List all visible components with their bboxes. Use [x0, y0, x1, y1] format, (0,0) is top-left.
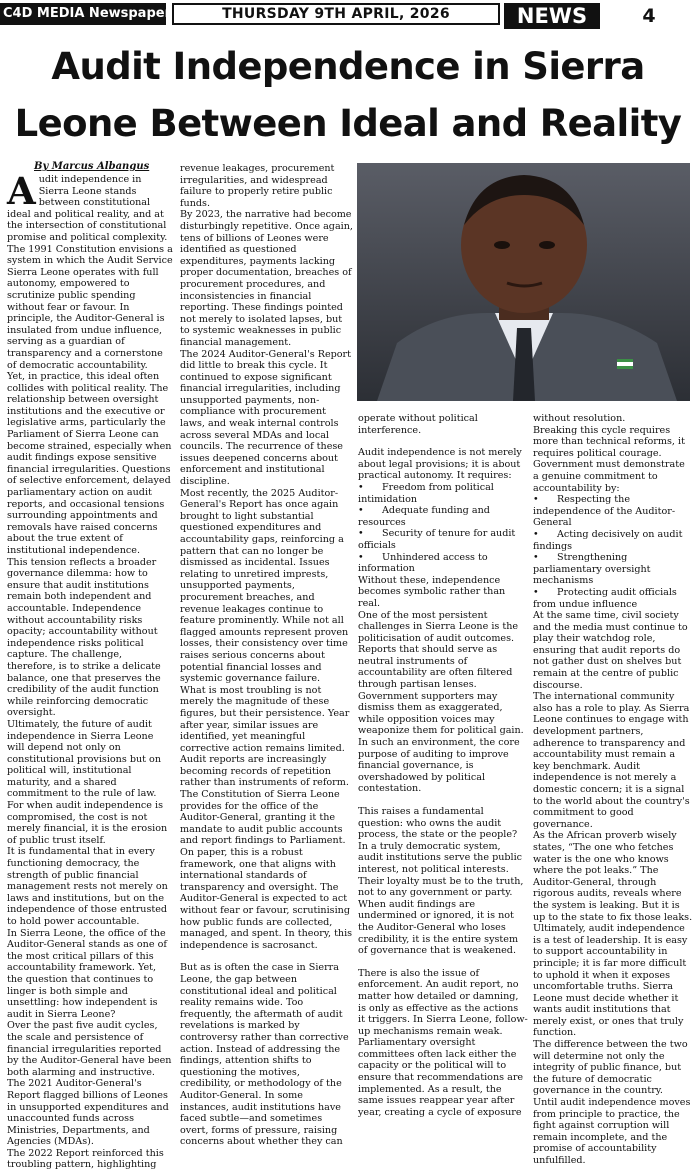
paragraph: By 2023, the narrative had become disturbingly repetitive. Once again, tens of billions of Leones were identified as questioned expenditures, payments lacking proper documentation, breaches of procurement procedures, and inconsistencies in financial reporting. These findings pointed not merely to isolated lapses, but to systemic weaknesses in public financial management. — [180, 209, 353, 348]
bullet-item: • Security of tenure for audit officials — [358, 528, 528, 551]
bullet-item: • Adequate funding and resources — [358, 505, 528, 528]
paragraph: But as is often the case in Sierra Leone, the gap between constitutional ideal and political reality remains wide. Too frequently, the aftermath of audit revelations is marked by controversy rather than corrective action. Instead of addressing the findings, attention shifts to questioning the motives, credibility, or methodology of the Auditor-General. In some instances, audit institutions have faced subtle—and sometimes overt, forms of pressure, raising concerns about whether they can — [180, 962, 349, 1148]
bullet-item: • Freedom from political intimidation — [358, 482, 528, 505]
paragraph: udit independence in Sierra Leone stands between constitutional ideal and political reality, and at the intersection of constitutional promise and political complexity. — [7, 174, 168, 243]
paragraph: This raises a fundamental question: who owns the audit process, the state or the people? In a truly democratic system, audit institutions serve the public interest, not political interests. Their loyalty must be to the truth, not to any government or party. When audit findings are undermined or ignored, it is not the Auditor-General who loses credibility, it is the entire system of governance that is weakened. — [358, 806, 524, 957]
article-column-2 — [180, 163, 353, 1148]
paragraph: The difference between the two will determine not only the integrity of public finance, but the future of democratic governance in the country. — [533, 1039, 688, 1097]
paragraph: Most recently, the 2025 Auditor-General's Report has once again brought to light substantial questioned expenditures and accountability gaps, reinforcing a pattern that can no longer be dismissed as incidental. Issues relating to unretired imprests, unsupported payments, procurement breaches, and revenue leakages continue to feature prominently. While not all flagged amounts represent proven losses, their consistency over time raises serious concerns about potential financial losses and systemic governance failure. — [180, 487, 349, 685]
article-column-3 — [358, 413, 528, 1118]
paragraph: Ultimately, audit independence is a test of leadership. It is easy to support accountability in principle; it is far more difficult to uphold it when it exposes uncomfortable truths. Sierra Leone must decide whether it wants audit institutions that merely exist, or ones that truly function. — [533, 923, 688, 1039]
page-number: 4 — [642, 5, 656, 27]
paragraph: Audit independence is not merely about legal provisions; it is about practical autonomy. It requires: — [358, 447, 522, 482]
article-column-1 — [7, 169, 173, 1171]
paragraph: One of the most persistent challenges in Sierra Leone is the politicisation of audit outcomes. Reports that should serve as neutral instruments of accountability are often filtered through partisan lenses. Government supporters may dismiss them as exaggerated, while opposition voices may weaponize them for political gain. In such an environment, the core purpose of auditing to improve financial governance, is overshadowed by political contestation. — [358, 609, 524, 795]
article-byline: By Marcus Albangus — [34, 161, 150, 172]
paragraph: The 2021 Auditor-General's Report flagged billions of Leones in unsupported expenditures and unaccounted funds across Ministries, Departments, and Agencies (MDAs). — [7, 1078, 169, 1148]
paragraph: revenue leakages, procurement irregularities, and widespread failure to properly retire public funds. — [180, 163, 335, 209]
section-label: NEWS — [504, 3, 600, 29]
paragraph: In Sierra Leone, the office of the Auditor-General stands as one of the most critical pillars of this accountability framework. Yet, the question that continues to linger is both simple and unsettling: how independent is audit in Sierra Leone? — [7, 927, 167, 1020]
article-column-4 — [533, 413, 693, 1166]
bullet-item: • Acting decisively on audit findings — [533, 529, 693, 552]
paragraph: It is fundamental that in every functioning democracy, the strength of public financial management rests not merely on laws and institutions, but on the independence of those entrusted to hold power accountable. — [7, 846, 168, 927]
paragraph: There is also the issue of enforcement. An audit report, no matter how detailed or damning, is only as effective as the actions it triggers. In Sierra Leone, follow-up mechanisms remain weak. Parliamentary oversight committees often lack either the capacity or the political will to ensure that recommendations are implemented. As a result, the same issues reappear year after year, creating a cycle of exposure — [358, 967, 528, 1118]
issue-date: THURSDAY 9TH APRIL, 2026 — [172, 3, 500, 25]
paragraph: Yet, in practice, this ideal often collides with political reality. The relationship between oversight institutions and the executive or legislative arms, particularly the Parliament of Sierra Leone can become strained, especially when audit findings expose sensitive financial irregularities. Questions of selective enforcement, delayed parliamentary action on audit reports, and occasional tensions surrounding appointments and removals have raised concerns about the true extent of institutional independence. — [7, 371, 172, 556]
bullet-item: • Respecting the independence of the Auditor-General — [533, 494, 693, 529]
paragraph: The 2022 Report reinforced this troubling pattern, highlighting — [7, 1147, 164, 1171]
paragraph: without resolution. — [533, 413, 626, 424]
bullet-item: • Strengthening parliamentary oversight mechanisms — [533, 552, 693, 587]
paragraph: operate without political interference. — [358, 413, 478, 436]
paragraph: Without these, independence becomes symbolic rather than real. — [358, 574, 506, 609]
portrait-photo — [357, 163, 690, 401]
paragraph: Until audit independence moves from principle to practice, the fight against corruption will remain incomplete, and the promise of accountability unfulfilled. — [533, 1097, 691, 1166]
paragraph: At the same time, civil society and the media must continue to play their watchdog role, ensuring that audit reports do not gather dust on shelves but remain at the centre of public discourse. — [533, 610, 688, 691]
newspaper-brand: C4D MEDIA Newspaper — [0, 3, 166, 25]
drop-cap: A — [7, 169, 36, 213]
portrait-illustration — [357, 163, 690, 401]
paragraph: The Constitution of Sierra Leone provides for the office of the Auditor-General, granting it the mandate to audit public accounts and report findings to Parliament. On paper, this is a robust framework, one that aligns with international standards of transparency and oversight. The Auditor-General is expected to act without fear or favour, scrutinising how public funds are collected, managed, and spent. In theory, this independence is sacrosanct. — [180, 789, 353, 951]
paragraph: Ultimately, the future of audit independence in Sierra Leone will depend not only on constitutional provisions but on political will, institutional maturity, and a shared commitment to the rule of law. For when audit independence is compromised, the cost is not merely financial, it is the erosion of public trust itself. — [7, 718, 168, 846]
paragraph: Over the past five audit cycles, the scale and persistence of financial irregularities reported by the Auditor-General have been both alarming and instructive. — [7, 1020, 172, 1078]
paragraph: The 1991 Constitution envisions a system in which the Audit Service Sierra Leone operates with full autonomy, empowered to scrutinize public spending without fear or favour. In principle, the Auditor-General is insulated from undue influence, serving as a guardian of transparency and a cornerstone of democratic accountability. — [7, 243, 173, 371]
paragraph: Breaking this cycle requires more than technical reforms, it requires political courage. Government must demonstrate a genuine commitment to accountability by: — [533, 424, 685, 494]
paragraph: As the African proverb wisely states, “The one who fetches water is the one who knows where the pot leaks.” The Auditor-General, through rigorous audits, reveals where the system is leaking. But it is up to the state to fix those leaks. — [533, 830, 693, 923]
bullet-item: • Unhindered access to information — [358, 552, 528, 575]
paragraph: This tension reflects a broader governance dilemma: how to ensure that audit institutions remain both independent and accountable. Independence without accountability risks opacity; accountability without independence risks political capture. The challenge, therefore, is to strike a delicate balance, one that preserves the credibility of the audit function while reinforcing democratic oversight. — [7, 556, 161, 719]
article-headline: Audit Independence in Sierra Leone Between Ideal and Reality — [14, 45, 682, 145]
bullet-item: • Protecting audit officials from undue influence — [533, 587, 693, 610]
paragraph: The international community also has a role to play. As Sierra Leone continues to engage with development partners, adherence to transparency and accountability must remain a key benchmark. Audit independence is not merely a domestic concern; it is a signal to the world about the country's commitment to good governance. — [533, 691, 690, 830]
masthead — [0, 0, 696, 31]
paragraph: What is most troubling is not merely the magnitude of these figures, but their persistence. Year after year, similar issues are identified, yet meaningful corrective action remains limited. Audit reports are increasingly becoming records of repetition rather than instruments of reform. — [180, 684, 350, 789]
paragraph: The 2024 Auditor-General's Report did little to break this cycle. It continued to expose significant financial irregularities, including unsupported payments, non-compliance with procurement laws, and weak internal controls across several MDAs and local councils. The recurrence of these issues deepened concerns about enforcement and institutional discipline. — [180, 348, 351, 488]
